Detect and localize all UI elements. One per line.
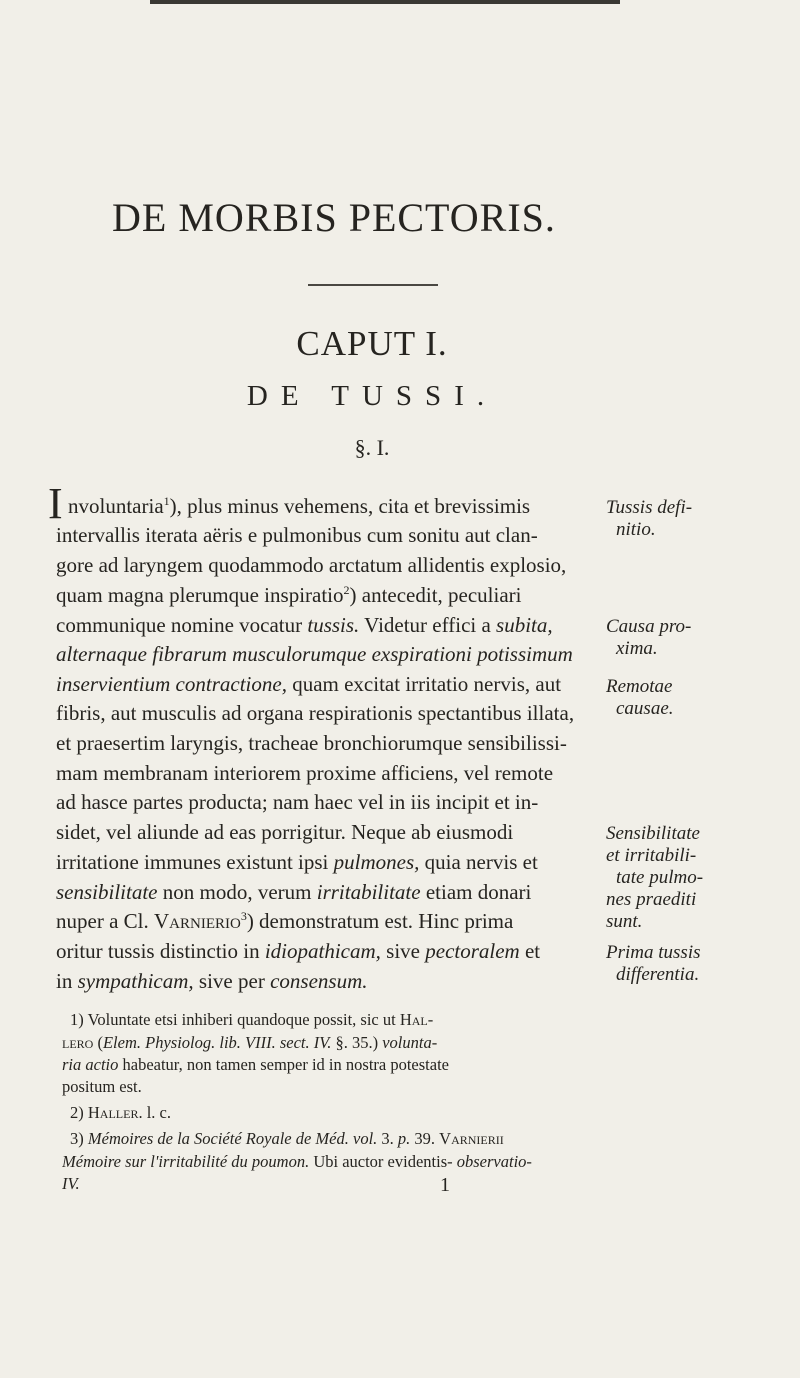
title-rule: [308, 284, 438, 286]
body-line-13: irritatione immunes existunt ipsi pulmones, quia nervis et: [56, 850, 538, 874]
footnote-3-line-1: 3) Mémoires de la Société Royale de Méd. vol. 3. p. 39. Varnierii: [70, 1129, 504, 1148]
footnote-1-line-2: lero (Elem. Physiolog. lib. VIII. sect. IV. §. 35.) volunta-: [62, 1033, 438, 1052]
margin-note-definitio: Tussis defi- nitio.: [606, 497, 693, 540]
body-line-10: mam membranam interiorem proxime afficiens, vel remote: [56, 761, 554, 785]
body-line-17: in sympathicam, sive per consensum.: [56, 969, 368, 993]
margin-note-prima-differentia: Prima tussis differentia.: [606, 942, 701, 985]
footnote-3-line-3: IV.: [62, 1174, 80, 1193]
body-line-8: fibris, aut musculis ad organa respirationis spectantibus illata,: [56, 701, 575, 725]
section-number: §. I.: [354, 435, 390, 460]
margin-note-remotae-causae: Remotae causae.: [606, 676, 674, 719]
body-line-7: inservientium contractione, quam excitat irritatio nervis, aut: [56, 672, 562, 696]
body-line-11: ad hasce partes producta; nam haec vel in iis incipit et in-: [56, 790, 539, 814]
body-line-2: intervallis iterata aëris e pulmonibus cum sonitu aut clan-: [56, 523, 538, 547]
footnote-1-line-1: 1) Voluntate etsi inhiberi quandoque possit, sic ut Hal-: [70, 1010, 434, 1029]
body-line-16: oritur tussis distinctio in idiopathicam, sive pectoralem et: [56, 939, 541, 963]
body-line-3: gore ad laryngem quodammodo arctatum allidentis explosio,: [56, 553, 567, 577]
body-line-14: sensibilitate non modo, verum irritabilitate etiam donari: [56, 880, 532, 904]
body-line-15: nuper a Cl. Varnierio$^3$) demonstratum est. Hinc prima: [56, 909, 514, 933]
chapter-title: DE TUSSI.: [246, 380, 498, 412]
margin-note-causa-proxima: Causa pro- xima.: [606, 616, 692, 659]
footnote-2: 2) Haller. l. c.: [70, 1103, 171, 1122]
drop-cap: I: [48, 479, 63, 528]
footnote-3-line-2: Mémoire sur l'irritabilité du poumon. Ubi auctor evidentis- observatio-: [62, 1152, 532, 1171]
body-line-12: sidet, vel aliunde ad eas porrigitur. Neque ab eiusmodi: [56, 820, 514, 844]
margin-note-sensibilitate: Sensibilitate et irritabili- tate pulmo- nes praediti sunt.: [606, 823, 704, 932]
body-line-6: alternaque fibrarum musculorumque exspirationi potissimum: [56, 642, 573, 666]
body-line-5: communique nomine vocatur tussis. Videtur effici a subita,: [56, 613, 553, 637]
page-number: 1: [440, 1174, 450, 1196]
footnote-1-line-4: positum est.: [62, 1077, 142, 1096]
body-line-9: et praesertim laryngis, tracheae bronchiorumque sensibilissi-: [56, 731, 567, 755]
body-line-4: quam magna plerumque inspiratio$^2$) antecedit, peculiari: [56, 583, 522, 607]
footnote-1-line-3: ria actio habeatur, non tamen semper id in nostra potestate: [62, 1055, 449, 1074]
top-edge-band: [150, 0, 620, 4]
body-line-1: nvoluntaria$^1$), plus minus vehemens, cita et brevissimis: [68, 494, 531, 518]
running-head: DE MORBIS PECTORIS.: [112, 195, 556, 240]
chapter-heading: CAPUT I.: [296, 324, 448, 363]
